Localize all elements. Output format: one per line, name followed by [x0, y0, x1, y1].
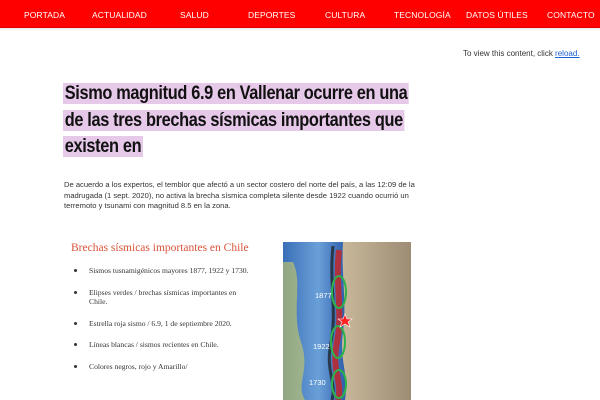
- nav-item-contacto[interactable]: CONTACTO: [547, 10, 595, 20]
- embed-placeholder-note: [463, 49, 580, 58]
- article-lead: De acuerdo a los expertos, el temblor que afectó a un sector costero del norte del país, a las 12:09 de la madrugada (1 sept. 2020), no activa la brecha sísmica completa silente desde 1922 cuando ocurrió un terremoto y tsunami con magnitud 8.5 en la zona.: [64, 180, 415, 211]
- figure-bullet: Colores negros, rojo y Amarillo/: [73, 362, 253, 372]
- article-title-text: Sismo magnitud 6.9 en Vallenar ocurre en una de las tres brechas sísmicas importantes que existen en: [64, 83, 408, 157]
- nav-item-salud[interactable]: SALUD: [180, 10, 209, 20]
- nav-item-tecnologia[interactable]: TECNOLOGÍA: [394, 10, 451, 20]
- figure-bullet-list: [73, 266, 253, 384]
- map-label-1877: 1877: [315, 291, 332, 300]
- figure-bullet: Líneas blancas / sismos recientes en Chile.: [73, 340, 253, 350]
- map-label-1922: 1922: [313, 342, 330, 351]
- nav-item-actualidad[interactable]: ACTUALIDAD: [92, 10, 147, 20]
- figure-bullet: Elipses verdes / brechas sísmicas importantes en Chile.: [73, 288, 253, 307]
- figure-bullet: Estrella roja sismo / 6.9, 1 de septiembre 2020.: [73, 319, 253, 329]
- nav-item-cultura[interactable]: CULTURA: [325, 10, 366, 20]
- figure-title: Brechas sísmicas importantes en Chile: [71, 242, 249, 254]
- navbar-shadow: [0, 28, 600, 31]
- nav-item-deportes[interactable]: DEPORTES: [248, 10, 296, 20]
- article-figure: [63, 236, 415, 400]
- map-label-1730: 1730: [309, 378, 326, 387]
- map-red-band: [335, 250, 339, 400]
- nav-item-portada[interactable]: PORTADA: [24, 10, 66, 20]
- reload-link[interactable]: reload.: [555, 49, 580, 58]
- article-title: [63, 81, 424, 161]
- map-land: [342, 242, 411, 400]
- main-navbar: [0, 0, 600, 28]
- seismic-gap-map: [283, 242, 411, 400]
- embed-note-text: To view this content, click: [463, 49, 556, 58]
- figure-bullet: Sismos tusnamigénicos mayores 1877, 1922 y 1730.: [73, 266, 253, 276]
- nav-item-datos-utiles[interactable]: DATOS ÚTILES: [466, 10, 528, 20]
